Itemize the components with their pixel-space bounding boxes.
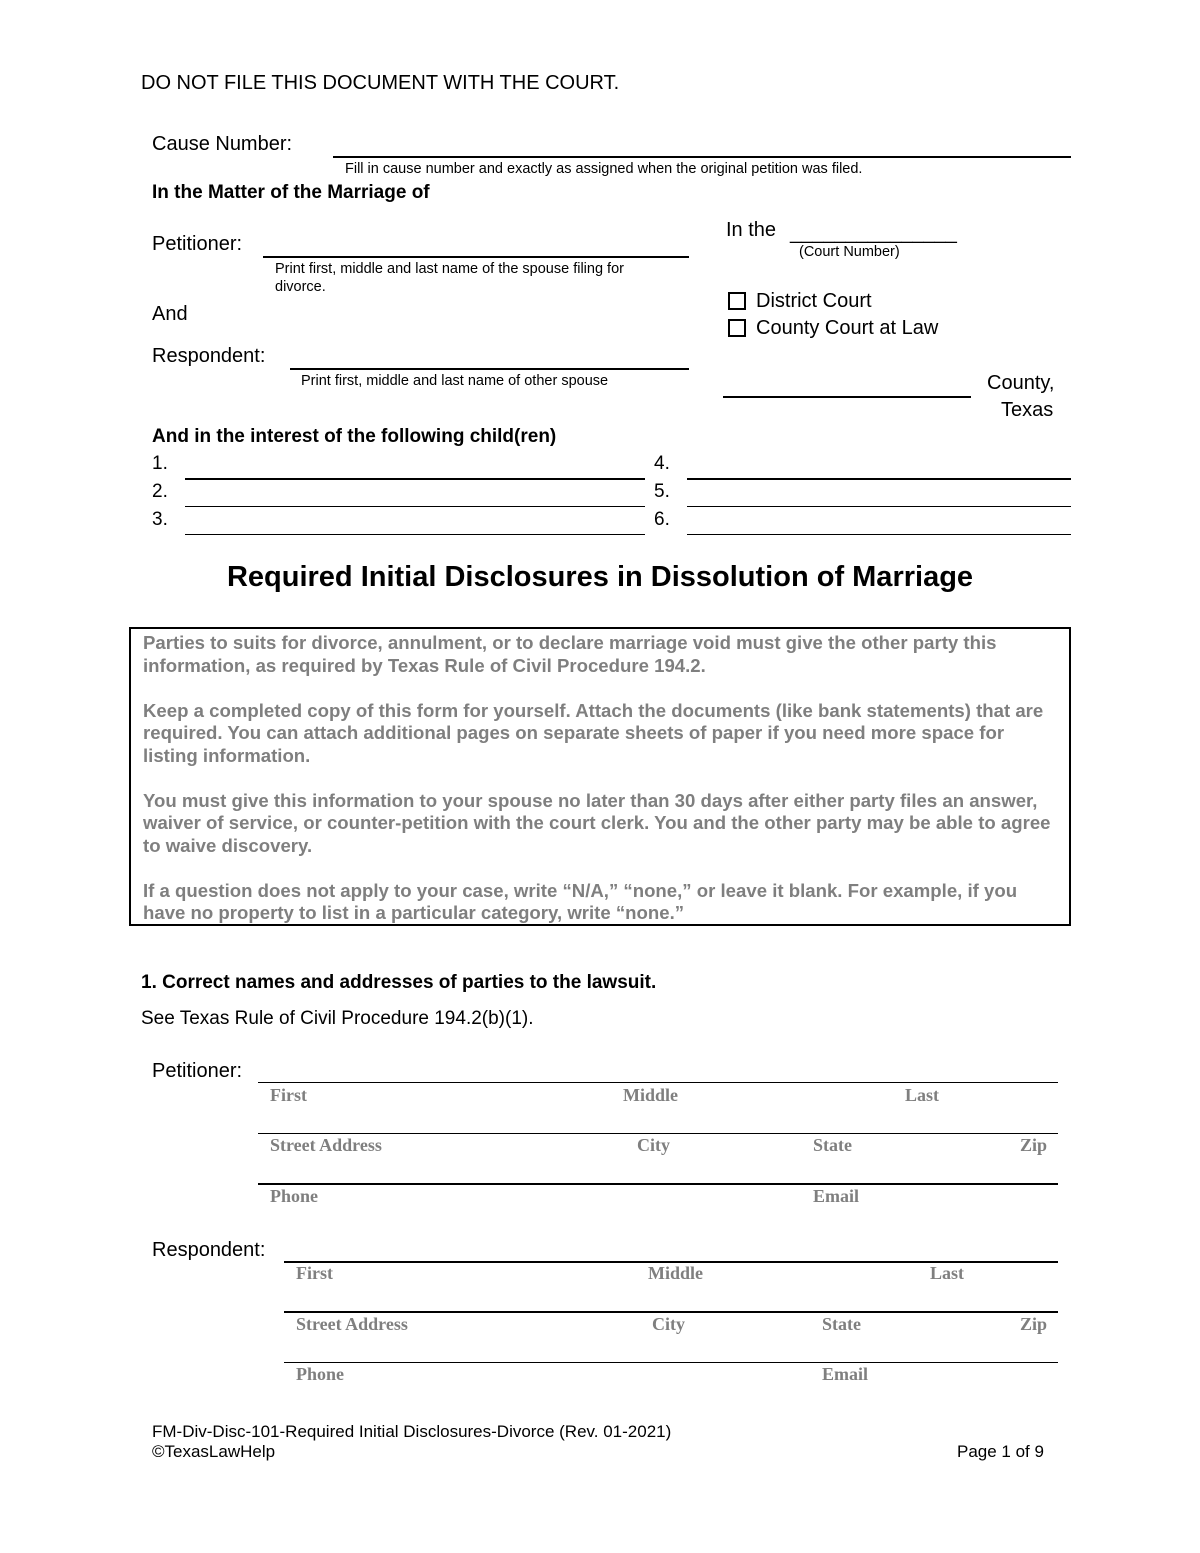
petitioner-phone-label: Phone <box>270 1186 319 1206</box>
child-number-6: 6. <box>654 509 670 530</box>
petitioner-email-label: Email <box>813 1186 860 1206</box>
child-name-field-5[interactable] <box>687 506 1071 507</box>
do-not-file-notice: DO NOT FILE THIS DOCUMENT WITH THE COURT. <box>141 72 620 94</box>
child-name-field-4[interactable] <box>687 478 1071 480</box>
petitioner-last-label: Last <box>905 1085 940 1105</box>
state-label: Texas <box>1001 399 1054 421</box>
instruction-paragraph: You must give this information to your spouse no later than 30 days after either party files an answer, waiver of service, or counter-petition with the court clerk. You and the other party may be able to agree to waive discovery. <box>143 789 1051 856</box>
section-1-rule-ref: See Texas Rule of Civil Procedure 194.2(b)(1). <box>141 1008 534 1029</box>
petitioner-address-field[interactable] <box>258 1133 1058 1134</box>
child-number-4: 4. <box>654 453 670 474</box>
petitioner-fullname-field[interactable] <box>258 1082 1058 1083</box>
respondent-contact-field[interactable] <box>284 1362 1058 1363</box>
child-number-2: 2. <box>152 481 168 502</box>
child-number-5: 5. <box>654 481 670 502</box>
child-number-1: 1. <box>152 453 168 474</box>
instructions-box <box>129 627 1071 926</box>
petitioner-state-label: State <box>813 1135 852 1155</box>
footer-copyright: ©TexasLawHelp <box>152 1442 276 1461</box>
child-number-3: 3. <box>152 509 168 530</box>
instruction-paragraph: Keep a completed copy of this form for yourself. Attach the documents (like bank statements) that are required. You can attach additional pages on separate sheets of paper if you need more space for listing information. <box>143 699 1044 766</box>
district-court-label: District Court <box>756 290 872 312</box>
respondent-middle-label: Middle <box>648 1263 704 1283</box>
section-1-heading: 1. Correct names and addresses of parties to the lawsuit. <box>141 972 657 993</box>
petitioner-city-label: City <box>637 1135 670 1155</box>
district-court-checkbox[interactable] <box>728 292 746 310</box>
respondent-zip-label: Zip <box>1020 1314 1048 1334</box>
respondent-first-label: First <box>296 1263 333 1283</box>
court-number-field[interactable]: _______________ <box>790 222 957 244</box>
county-label: County, <box>987 372 1055 394</box>
respondent-street-label: Street Address <box>296 1314 408 1334</box>
footer-form-id: FM-Div-Disc-101-Required Initial Disclosures-Divorce (Rev. 01-2021) <box>152 1422 672 1441</box>
cause-number-field[interactable] <box>333 156 1071 158</box>
form-title: Required Initial Disclosures in Dissolution of Marriage <box>226 561 974 593</box>
respondent-phone-label: Phone <box>296 1364 345 1384</box>
respondent-state-label: State <box>822 1314 861 1334</box>
petitioner-hint: Print first, middle and last name of the spouse filing for divorce. <box>275 261 624 295</box>
in-the-label: In the <box>726 219 777 241</box>
matter-heading: In the Matter of the Marriage of <box>152 182 430 203</box>
cause-number-label: Cause Number: <box>152 133 293 155</box>
respondent-address-field[interactable] <box>284 1311 1058 1313</box>
petitioner-middle-label: Middle <box>623 1085 679 1105</box>
court-number-label: (Court Number) <box>799 244 900 260</box>
petitioner-street-label: Street Address <box>270 1135 382 1155</box>
respondent-label: Respondent: <box>152 345 266 367</box>
instruction-paragraph: If a question does not apply to your case, write “N/A,” “none,” or leave it blank. For example, if you have no property to list in a particular category, write “none.” <box>143 879 1018 923</box>
cause-number-hint: Fill in cause number and exactly as assigned when the original petition was filed. <box>345 161 863 177</box>
s1-petitioner-label: Petitioner: <box>152 1060 243 1082</box>
petitioner-first-label: First <box>270 1085 307 1105</box>
child-name-field-3[interactable] <box>185 534 645 535</box>
petitioner-zip-label: Zip <box>1020 1135 1048 1155</box>
respondent-hint: Print first, middle and last name of other spouse <box>301 373 609 389</box>
petitioner-contact-field[interactable] <box>258 1183 1058 1185</box>
county-court-checkbox[interactable] <box>728 319 746 337</box>
respondent-last-label: Last <box>930 1263 965 1283</box>
footer-page-number: Page 1 of 9 <box>957 1442 1044 1461</box>
child-name-field-2[interactable] <box>185 506 645 507</box>
and-label: And <box>152 303 188 325</box>
petitioner-label: Petitioner: <box>152 233 243 255</box>
child-name-field-1[interactable] <box>185 478 645 480</box>
respondent-name-field[interactable] <box>290 368 689 370</box>
children-heading: And in the interest of the following child(ren) <box>152 426 557 447</box>
county-court-label: County Court at Law <box>756 317 939 339</box>
instruction-paragraph: Parties to suits for divorce, annulment, or to declare marriage void must give the other party this information, as required by Texas Rule of Civil Procedure 194.2. <box>143 632 997 676</box>
county-name-field[interactable] <box>723 396 971 398</box>
child-name-field-6[interactable] <box>687 534 1071 535</box>
s1-respondent-label: Respondent: <box>152 1239 266 1261</box>
respondent-email-label: Email <box>822 1364 869 1384</box>
petitioner-name-field[interactable] <box>263 256 689 258</box>
respondent-city-label: City <box>652 1314 685 1334</box>
